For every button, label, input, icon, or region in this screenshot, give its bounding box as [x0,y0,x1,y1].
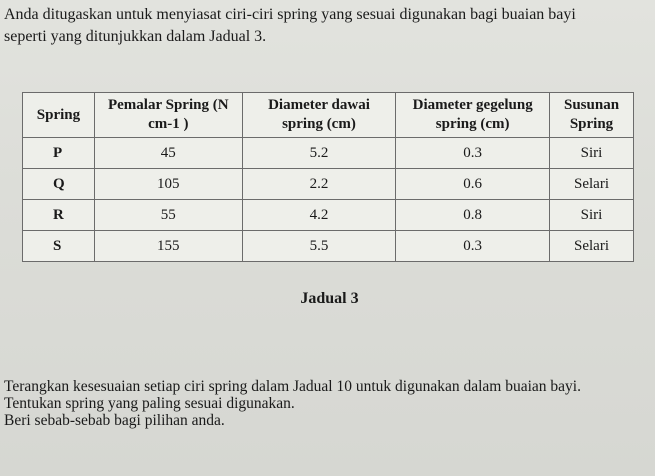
intro-paragraph [4,4,649,48]
cell-arrangement: Selari [550,231,634,262]
cell-arrangement: Siri [550,138,634,169]
table-row [23,138,634,169]
cell-spring: P [23,138,95,169]
intro-line-1: Anda ditugaskan untuk menyiasat ciri-ciri spring yang sesuai digunakan bagi buaian bayi [4,6,576,23]
header-spring: Spring [23,93,95,138]
cell-wire-diameter: 5.5 [242,231,396,262]
cell-wire-diameter: 2.2 [242,169,396,200]
cell-spring-constant: 55 [94,200,242,231]
cell-spring: Q [23,169,95,200]
table-row [23,169,634,200]
cell-spring-constant: 155 [94,231,242,262]
question-paragraph [4,378,652,429]
cell-coil-diameter: 0.6 [396,169,550,200]
cell-spring-constant: 45 [94,138,242,169]
cell-coil-diameter: 0.3 [396,138,550,169]
header-wire-diameter: Diameter dawai spring (cm) [242,93,396,138]
spring-table [22,92,634,262]
header-arrangement: Susunan Spring [550,93,634,138]
header-coil-diameter: Diameter gegelung spring (cm) [396,93,550,138]
question-line-3: Beri sebab-sebab bagi pilihan anda. [4,412,225,429]
table-row [23,200,634,231]
table-caption: Jadual 3 [300,290,359,307]
intro-line-2: seperti yang ditunjukkan dalam Jadual 3. [4,28,267,45]
cell-arrangement: Selari [550,169,634,200]
question-line-1: Terangkan kesesuaian setiap ciri spring dalam Jadual 10 untuk digunakan dalam buaian bayi. [4,378,581,395]
cell-coil-diameter: 0.8 [396,200,550,231]
cell-wire-diameter: 5.2 [242,138,396,169]
cell-spring-constant: 105 [94,169,242,200]
header-spring-constant: Pemalar Spring (N cm-1 ) [94,93,242,138]
question-line-2: Tentukan spring yang paling sesuai digunakan. [4,395,295,412]
table-row [23,231,634,262]
cell-coil-diameter: 0.3 [396,231,550,262]
cell-arrangement: Siri [550,200,634,231]
cell-spring: S [23,231,95,262]
cell-wire-diameter: 4.2 [242,200,396,231]
table-header-row [23,93,634,138]
cell-spring: R [23,200,95,231]
